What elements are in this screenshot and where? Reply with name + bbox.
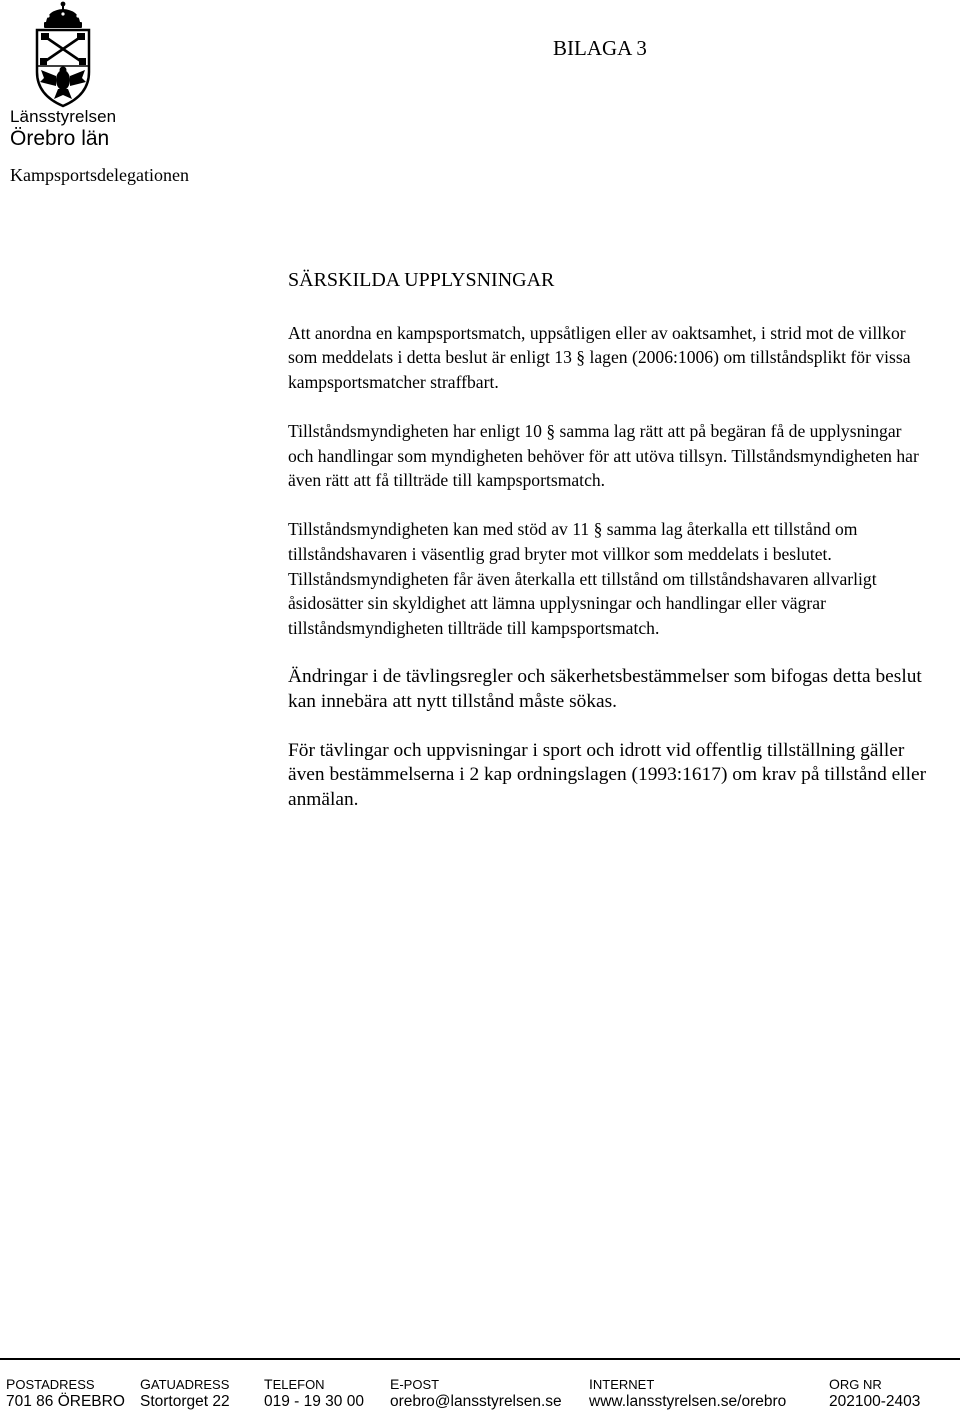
- footer-street-address: [140, 1376, 230, 1411]
- footer-phone: [264, 1376, 364, 1411]
- footer-postal-address: [6, 1376, 125, 1411]
- footer-internet: [589, 1376, 786, 1411]
- footer-postal-value: 701 86 ÖREBRO: [6, 1393, 125, 1410]
- footer-internet-value[interactable]: www.lansstyrelsen.se/orebro: [589, 1393, 787, 1410]
- footer-org-number: [829, 1376, 920, 1411]
- delegation-name: Kampsportsdelegationen: [10, 165, 189, 185]
- coat-of-arms-icon: [28, 0, 98, 112]
- paragraph-rule-changes: Ändringar i de tävlingsregler och säkerhetsbestämmelser som bifogas detta beslut kan innebära att nytt tillstånd måste sökas.: [288, 665, 922, 712]
- attachment-label: BILAGA 3: [553, 36, 647, 60]
- document-title: SÄRSKILDA UPPLYSNINGAR: [288, 269, 555, 291]
- contact-footer: [0, 1358, 960, 1410]
- paragraph-public-order: För tävlingar och uppvisningar i sport och idrott vid offentlig tillställning gäller även bestämmelserna i 2 kap ordningslagen (1993:1617) om krav på tillstånd eller anmälan.: [288, 739, 927, 810]
- paragraph-penalty: Att anordna en kampsportsmatch, uppsåtligen eller av oaktsamhet, i strid mot de villkor som meddelats i detta beslut är enligt 13 § lagen (2006:1006) om tillståndsplikt för vissa kampsportsmatcher straffbart.: [288, 322, 911, 392]
- organization-name-line2: Örebro län: [10, 127, 110, 150]
- footer-internet-label: INTERNET: [589, 1376, 655, 1392]
- organization-name: [10, 108, 116, 149]
- footer-phone-value: 019 - 19 30 00: [264, 1393, 364, 1410]
- footer-street-value: Stortorget 22: [140, 1393, 230, 1410]
- paragraph-revocation: Tillståndsmyndigheten kan med stöd av 11 § samma lag återkalla ett tillstånd om tillståndshavaren i väsentlig grad bryter mot villkor som meddelats i beslutet. Tillståndsmyndigheten får även återkalla ett tillstånd om tillståndshavaren allvarligt åsidosätter sin skyldighet att lämna upplysningar och handlingar eller vägrar tillståndsmyndigheten tillträde till kampsportsmatch.: [288, 519, 877, 638]
- footer-email-label: E-POST: [390, 1376, 440, 1392]
- footer-postal-label: POSTADRESS: [6, 1376, 95, 1392]
- footer-phone-label: TELEFON: [264, 1376, 325, 1392]
- footer-email-value[interactable]: orebro@lansstyrelsen.se: [390, 1393, 562, 1410]
- paragraph-supervision: Tillståndsmyndigheten har enligt 10 § samma lag rätt att på begäran få de upplysningar och handlingar som myndigheten behöver för att utöva tillsyn. Tillståndsmyndigheten har även rätt att få tillträde till kampsportsmatch.: [288, 420, 919, 491]
- footer-street-label: GATUADRESS: [140, 1376, 230, 1392]
- organization-name-line1: Länsstyrelsen: [10, 107, 117, 126]
- footer-org-label: ORG NR: [829, 1376, 882, 1392]
- document-body: [288, 268, 928, 837]
- footer-org-value: 202100-2403: [829, 1393, 921, 1410]
- footer-email: [390, 1376, 562, 1411]
